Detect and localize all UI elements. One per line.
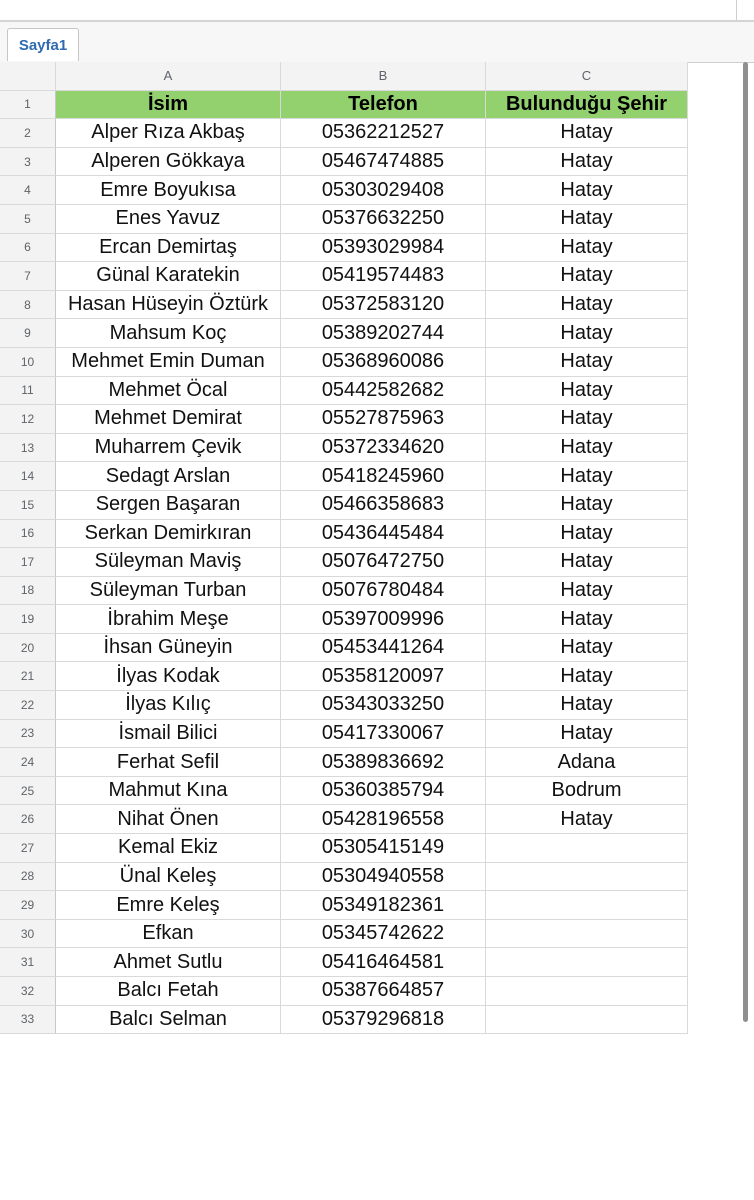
row-header[interactable]: 1	[0, 91, 56, 120]
cell-city[interactable]: Hatay	[486, 176, 688, 205]
vertical-scrollbar[interactable]	[743, 62, 748, 1022]
cell-phone[interactable]: 05419574483	[281, 262, 486, 291]
cell-phone[interactable]: 05397009996	[281, 605, 486, 634]
row-header[interactable]: 22	[0, 691, 56, 720]
cell-name[interactable]: İlyas Kılıç	[56, 691, 281, 720]
row-header[interactable]: 26	[0, 805, 56, 834]
cell-city[interactable]: Hatay	[486, 377, 688, 406]
cell-city[interactable]: Hatay	[486, 205, 688, 234]
cell-city[interactable]: Hatay	[486, 491, 688, 520]
cell-name[interactable]: Mahmut Kına	[56, 777, 281, 806]
cell-name[interactable]: İhsan Güneyin	[56, 634, 281, 663]
row-header[interactable]: 11	[0, 377, 56, 406]
cell-phone[interactable]: 05442582682	[281, 377, 486, 406]
top-toolbar-strip	[0, 0, 754, 22]
row-header[interactable]: 25	[0, 777, 56, 806]
spreadsheet-grid	[0, 62, 688, 1034]
cell-city[interactable]: Adana	[486, 748, 688, 777]
cell-name[interactable]: Mehmet Emin Duman	[56, 348, 281, 377]
header-cell-phone[interactable]: Telefon	[281, 91, 486, 120]
row-header[interactable]: 31	[0, 948, 56, 977]
cell-name[interactable]: Süleyman Turban	[56, 577, 281, 606]
sheet-tab-bar	[0, 22, 754, 63]
cell-phone[interactable]: 05389202744	[281, 319, 486, 348]
cell-name[interactable]: Nihat Önen	[56, 805, 281, 834]
cell-name[interactable]: Süleyman Maviş	[56, 548, 281, 577]
cell-city[interactable]: Bodrum	[486, 777, 688, 806]
cell-name[interactable]: İbrahim Meşe	[56, 605, 281, 634]
cell-phone[interactable]: 05376632250	[281, 205, 486, 234]
cell-phone[interactable]: 05076780484	[281, 577, 486, 606]
row-header[interactable]: 19	[0, 605, 56, 634]
cell-phone[interactable]: 05368960086	[281, 348, 486, 377]
column-header-b[interactable]: B	[281, 62, 486, 91]
cell-name[interactable]: Sedagt Arslan	[56, 462, 281, 491]
select-all-corner[interactable]	[0, 62, 56, 91]
cell-phone[interactable]: 05453441264	[281, 634, 486, 663]
cell-name[interactable]: Balcı Fetah	[56, 977, 281, 1006]
row-header[interactable]: 13	[0, 434, 56, 463]
cell-phone[interactable]: 05418245960	[281, 462, 486, 491]
row-header[interactable]: 4	[0, 176, 56, 205]
cell-name[interactable]: Ahmet Sutlu	[56, 948, 281, 977]
row-header[interactable]: 20	[0, 634, 56, 663]
cell-phone[interactable]: 05304940558	[281, 863, 486, 892]
row-header[interactable]: 16	[0, 520, 56, 549]
row-header[interactable]: 27	[0, 834, 56, 863]
row-header[interactable]: 33	[0, 1006, 56, 1035]
cell-phone[interactable]: 05428196558	[281, 805, 486, 834]
cell-name[interactable]: Günal Karatekin	[56, 262, 281, 291]
cell-city[interactable]	[486, 920, 688, 949]
cell-city[interactable]	[486, 834, 688, 863]
row-header[interactable]: 2	[0, 119, 56, 148]
cell-city[interactable]	[486, 863, 688, 892]
cell-city[interactable]: Hatay	[486, 720, 688, 749]
cell-city[interactable]: Hatay	[486, 691, 688, 720]
cell-city[interactable]: Hatay	[486, 605, 688, 634]
row-header[interactable]: 9	[0, 319, 56, 348]
cell-phone[interactable]: 05466358683	[281, 491, 486, 520]
row-header[interactable]: 6	[0, 234, 56, 263]
row-header[interactable]: 29	[0, 891, 56, 920]
sheet-tab-sayfa1[interactable]: Sayfa1	[7, 28, 79, 61]
cell-phone[interactable]: 05416464581	[281, 948, 486, 977]
cell-name[interactable]: Ünal Keleş	[56, 863, 281, 892]
row-header[interactable]: 3	[0, 148, 56, 177]
cell-name[interactable]: Emre Keleş	[56, 891, 281, 920]
cell-phone[interactable]: 05436445484	[281, 520, 486, 549]
header-cell-city[interactable]: Bulunduğu Şehir	[486, 91, 688, 120]
cell-city[interactable]: Hatay	[486, 577, 688, 606]
cell-name[interactable]: Alper Rıza Akbaş	[56, 119, 281, 148]
cell-phone[interactable]: 05349182361	[281, 891, 486, 920]
cell-name[interactable]: Mehmet Öcal	[56, 377, 281, 406]
header-cell-name[interactable]: İsim	[56, 91, 281, 120]
cell-city[interactable]: Hatay	[486, 234, 688, 263]
row-header[interactable]: 23	[0, 720, 56, 749]
column-header-a[interactable]: A	[56, 62, 281, 91]
cell-name[interactable]: Mehmet Demirat	[56, 405, 281, 434]
row-header[interactable]: 21	[0, 662, 56, 691]
cell-name[interactable]: Mahsum Koç	[56, 319, 281, 348]
cell-phone[interactable]: 05527875963	[281, 405, 486, 434]
cell-phone[interactable]: 05345742622	[281, 920, 486, 949]
cell-phone[interactable]: 05417330067	[281, 720, 486, 749]
cell-city[interactable]: Hatay	[486, 291, 688, 320]
cell-city[interactable]: Hatay	[486, 805, 688, 834]
row-header[interactable]: 8	[0, 291, 56, 320]
cell-city[interactable]	[486, 1006, 688, 1035]
cell-city[interactable]: Hatay	[486, 520, 688, 549]
row-header[interactable]: 17	[0, 548, 56, 577]
cell-phone[interactable]: 05360385794	[281, 777, 486, 806]
cell-name[interactable]: Balcı Selman	[56, 1006, 281, 1035]
cell-city[interactable]: Hatay	[486, 119, 688, 148]
cell-city[interactable]: Hatay	[486, 348, 688, 377]
row-header[interactable]: 30	[0, 920, 56, 949]
cell-city[interactable]	[486, 948, 688, 977]
row-header[interactable]: 10	[0, 348, 56, 377]
row-header[interactable]: 7	[0, 262, 56, 291]
cell-name[interactable]: Sergen Başaran	[56, 491, 281, 520]
cell-phone[interactable]: 05372583120	[281, 291, 486, 320]
cell-name[interactable]: Alperen Gökkaya	[56, 148, 281, 177]
cell-phone[interactable]: 05379296818	[281, 1006, 486, 1035]
cell-phone[interactable]: 05076472750	[281, 548, 486, 577]
cell-city[interactable]: Hatay	[486, 148, 688, 177]
cell-city[interactable]: Hatay	[486, 434, 688, 463]
cell-city[interactable]: Hatay	[486, 662, 688, 691]
cell-city[interactable]: Hatay	[486, 634, 688, 663]
cell-phone[interactable]: 05343033250	[281, 691, 486, 720]
cell-phone[interactable]: 05389836692	[281, 748, 486, 777]
cell-city[interactable]	[486, 977, 688, 1006]
cell-name[interactable]: Serkan Demirkıran	[56, 520, 281, 549]
cell-city[interactable]: Hatay	[486, 462, 688, 491]
cell-phone[interactable]: 05362212527	[281, 119, 486, 148]
cell-city[interactable]: Hatay	[486, 319, 688, 348]
cell-phone[interactable]: 05387664857	[281, 977, 486, 1006]
row-header[interactable]: 14	[0, 462, 56, 491]
cell-name[interactable]: Kemal Ekiz	[56, 834, 281, 863]
column-header-c[interactable]: C	[486, 62, 688, 91]
cell-city[interactable]	[486, 891, 688, 920]
cell-name[interactable]: Efkan	[56, 920, 281, 949]
cell-name[interactable]: Hasan Hüseyin Öztürk	[56, 291, 281, 320]
cell-phone[interactable]: 05372334620	[281, 434, 486, 463]
cell-phone[interactable]: 05393029984	[281, 234, 486, 263]
cell-city[interactable]: Hatay	[486, 405, 688, 434]
cell-phone[interactable]: 05467474885	[281, 148, 486, 177]
toolbar-divider	[736, 0, 737, 20]
cell-name[interactable]: Muharrem Çevik	[56, 434, 281, 463]
row-header[interactable]: 32	[0, 977, 56, 1006]
cell-city[interactable]: Hatay	[486, 548, 688, 577]
cell-name[interactable]: İlyas Kodak	[56, 662, 281, 691]
cell-name[interactable]: Enes Yavuz	[56, 205, 281, 234]
cell-phone[interactable]: 05358120097	[281, 662, 486, 691]
row-header[interactable]: 28	[0, 863, 56, 892]
cell-city[interactable]: Hatay	[486, 262, 688, 291]
cell-phone[interactable]: 05305415149	[281, 834, 486, 863]
cell-phone[interactable]: 05303029408	[281, 176, 486, 205]
cell-name[interactable]: İsmail Bilici	[56, 720, 281, 749]
cell-name[interactable]: Ercan Demirtaş	[56, 234, 281, 263]
cell-name[interactable]: Emre Boyukısa	[56, 176, 281, 205]
row-header[interactable]: 12	[0, 405, 56, 434]
row-header[interactable]: 15	[0, 491, 56, 520]
row-header[interactable]: 24	[0, 748, 56, 777]
cell-name[interactable]: Ferhat Sefil	[56, 748, 281, 777]
row-header[interactable]: 18	[0, 577, 56, 606]
row-header[interactable]: 5	[0, 205, 56, 234]
